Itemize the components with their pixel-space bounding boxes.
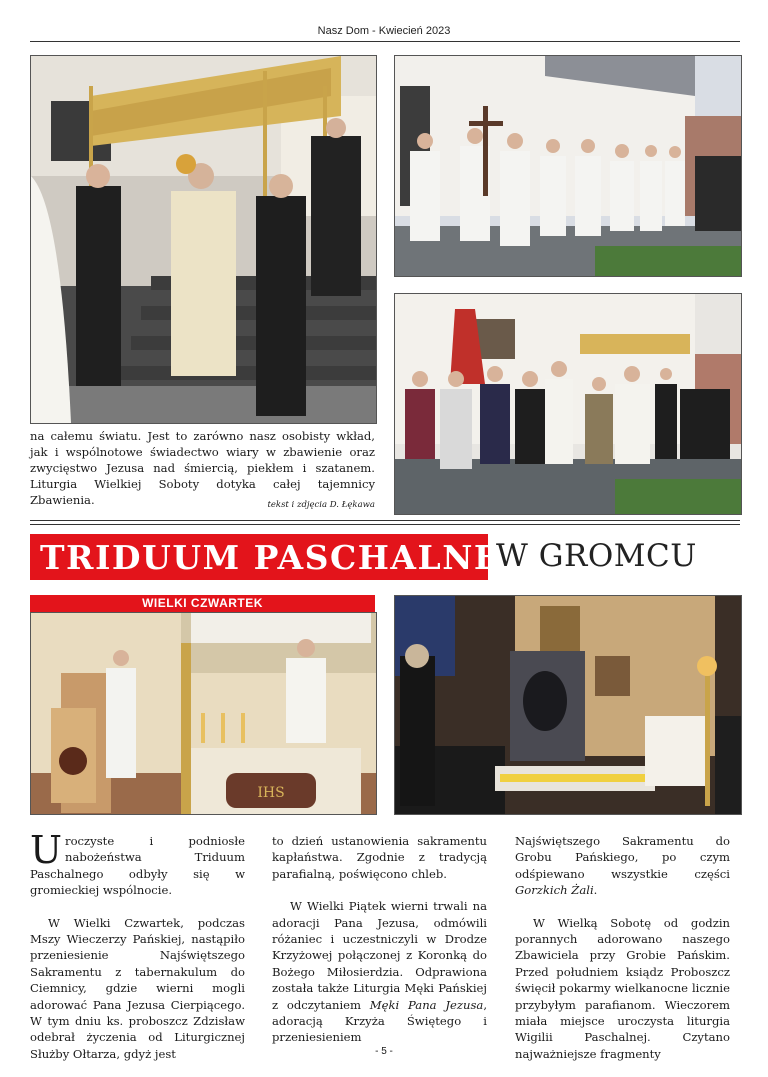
col1-paragraph-1: roczyste i podniosłe nabożeństwa Triduum Paschalnego odbyły się w gromieckiej wspólnocie.: [30, 834, 245, 898]
col3-paragraph-1: [515, 833, 730, 899]
section-rule-top-2: [30, 524, 740, 525]
page-number: - 5 -: [375, 1046, 393, 1057]
photo-altar-holy-thursday: [30, 612, 377, 815]
header-rule: [30, 41, 740, 42]
article-title-main: TRIDUUM PASCHALNE: [40, 538, 501, 577]
photo-credit: tekst i zdjęcia D. Łękawa: [267, 500, 375, 510]
page-header: Nasz Dom - Kwiecień 2023: [317, 25, 451, 37]
col2-paragraph-1: to dzień ustanowienia sakramentu kapłaństwa. Zgodnie z tradycją parafialną, poświęcono chleb.: [272, 834, 487, 881]
photo-tomb-of-the-lord: [394, 595, 742, 815]
article-column-3: [515, 833, 730, 1062]
photo-caption-text: na całemu światu. Jest to zarówno nasz osobisty wkład, jak i wspólnotowe świadectwo wiary w zbawienie oraz zwycięstwo Jezusa nad śmiercią, piekłem i szatanem. Liturgia Wielkiej Soboty dotyka całej tajemnicy Zbawienia.: [30, 429, 375, 507]
svg-text:IHS: IHS: [257, 785, 285, 801]
col2-paragraph-2: [272, 898, 487, 1046]
photo-procession-outside: [394, 55, 742, 277]
wielki-czwartek-banner: WIELKI CZWARTEK: [30, 595, 375, 612]
col2-p2-italic: Męki Pana Jezusa: [369, 997, 484, 1012]
col3-paragraph-2: W Wielką Sobotę od godzin porannych adorowano naszego Zbawiciela przy Grobie Pańskim. Przed południem ksiądz Proboszcz święcił pokarmy wielkanocne licznie przybyłym parafianom. Wieczorem miała miejsce uroczysta liturgia Wigilii Paschalnej. Czytano najważniejsze fragmenty: [515, 915, 730, 1061]
article-column-2: [272, 833, 487, 1046]
col3-p1-italic: Gorzkich Żali: [515, 883, 594, 898]
article-column-1: [30, 828, 245, 1062]
drop-cap: U: [30, 828, 63, 872]
col2-p2-text-b: , adoracją Krzyża Świętego i przeniesieniem: [272, 997, 487, 1045]
title-highlight: [30, 534, 501, 580]
col3-p1-text-b: .: [593, 883, 598, 898]
photo-procession-statue: [394, 293, 742, 515]
col3-p1-text-a: Najświętszego Sakramentu do Grobu Pańskiego, po czym odśpiewano wszystkie części: [515, 834, 730, 881]
photo-canopy-procession: [30, 55, 377, 424]
section-rule-top: [30, 520, 740, 521]
col2-p2-text-a: W Wielki Piątek wierni trwali na adoracji Pana Jezusa, odmówili różaniec i uczestniczyli w Drodze Krzyżowej połączonej z Koronką do Bożego Miłosierdzia. Odprawiona została także Liturgia Męki Pańskiej z odczytaniem: [272, 899, 487, 1012]
article-title-location: W GROMCU: [496, 538, 697, 574]
col1-paragraph-2: W Wielki Czwartek, podczas Mszy Wieczerzy Pańskiej, nastąpiło przeniesienie Najświętszego Sakramentu z tabernakulum do Ciemnicy, gdzie wierni mogli adorować Pana Jezusa Cierpiącego. W tym dniu ks. proboszcz Zdzisław odebrał życzenia od Liturgicznej Służby Ołtarza, gdyż jest: [30, 915, 245, 1061]
